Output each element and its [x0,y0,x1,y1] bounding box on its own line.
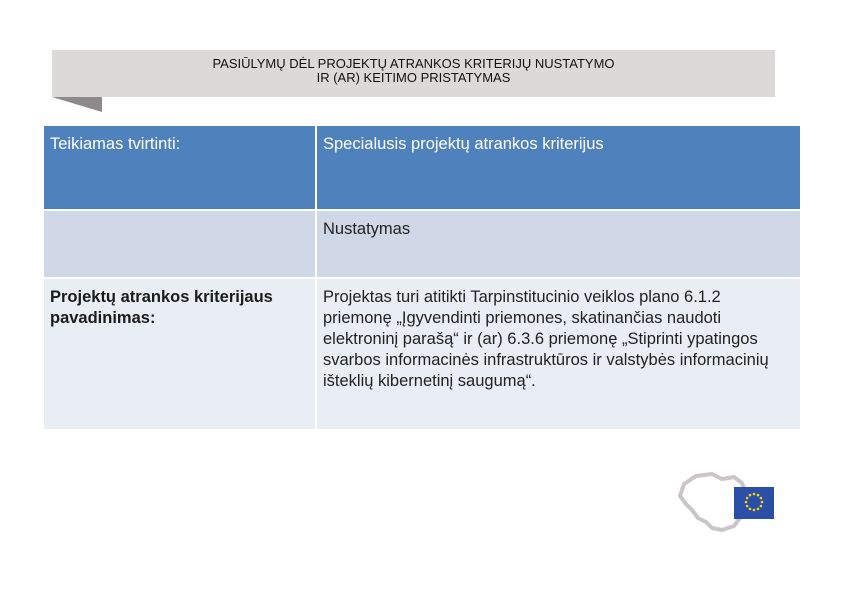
criterion-name-value: Projektas turi atitikti Tarpinstitucinio veiklos plano 6.1.2 priemonę „Įgyvendinti priemones, skatinančias naudoti elektroninį parašą“ ir (ar) 6.3.6 priemonę „Stiprinti ypatingos svarbos informacinės infrastruktūros ir valstybės informacinių išteklių kibernetinį saugumą“. [317,279,800,429]
criterion-type-value: Specialusis projektų atrankos kriterijus [317,126,800,209]
table-row-header [44,126,800,209]
table-row-criterion-name [44,279,800,429]
action-value: Nustatymas [317,211,800,277]
presentation-title-line-1: PASIŪLYMŲ DĖL PROJEKTŲ ATRANKOS KRITERIJŲ NUSTATYMO [212,56,615,71]
submitted-for-approval-label: Teikiamas tvirtinti: [44,126,315,209]
action-label-cell [44,211,315,277]
criteria-table [42,124,802,431]
banner-fold-decoration [52,97,102,112]
presentation-title-banner [52,50,775,97]
presentation-title-line-2: IR (AR) KEITIMO PRISTATYMAS [316,70,511,85]
criterion-name-label: Projektų atrankos kriterijaus pavadinimas: [44,279,315,429]
eu-flag [734,487,774,519]
table-row-action [44,211,800,277]
lithuania-map-eu-flag-logo [676,470,780,534]
